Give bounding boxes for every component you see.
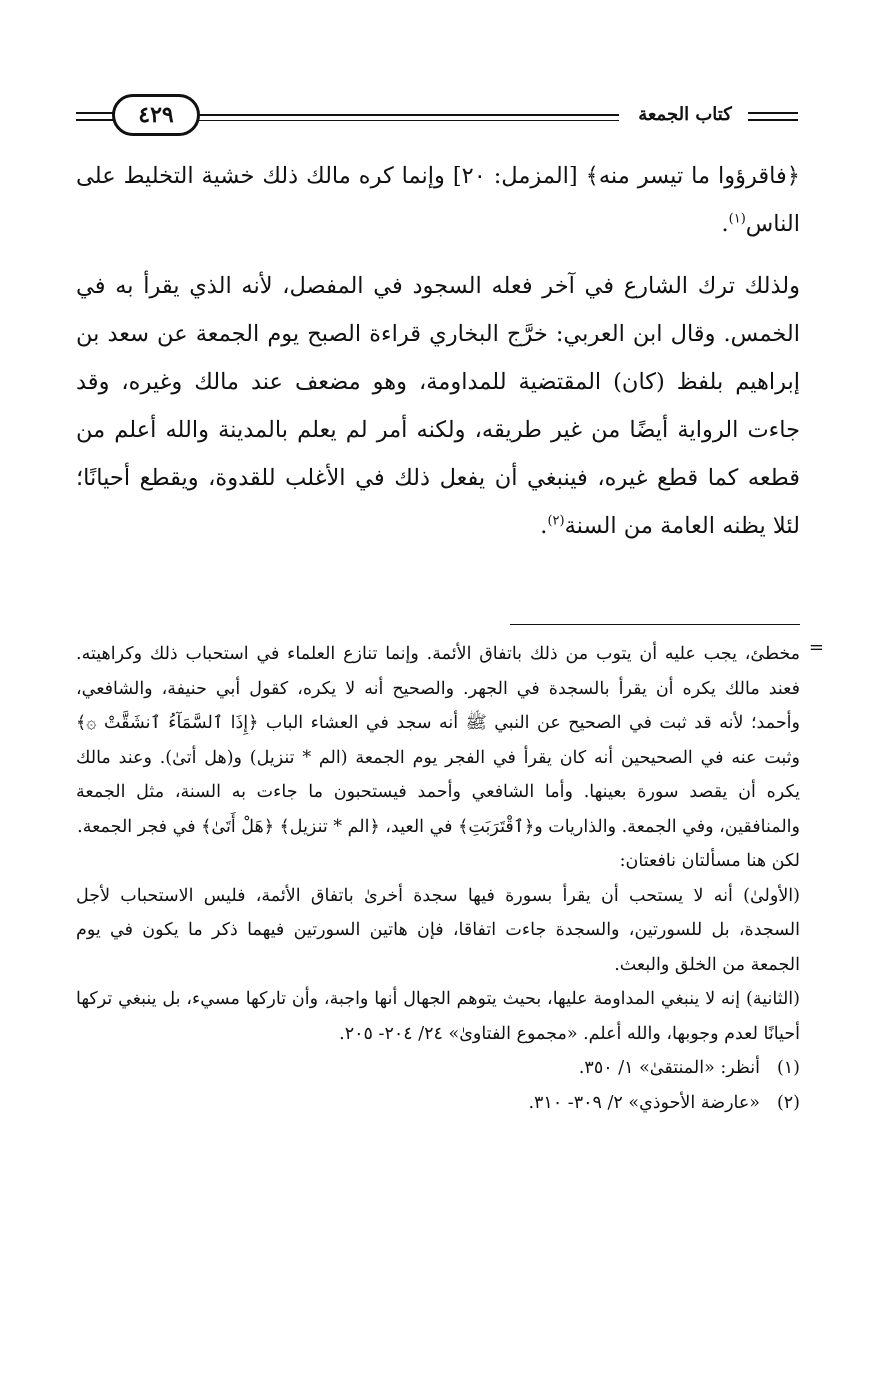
footnote-text: «عارضة الأحوذي» ٢/ ٣٠٩- ٣١٠. (528, 1092, 760, 1113)
continuation-mark: = (808, 637, 824, 658)
body-paragraph (76, 152, 800, 248)
footnote-item (76, 1086, 800, 1121)
paragraph-text: ولذلك ترك الشارع في آخر فعله السجود في المفصل، لأنه الذي يقرأ به في الخمس. وقال ابن العربي: خرَّج البخاري قراءة الصبح يوم الجمعة عن سعد بن إبراهيم بلفظ (كان) المقتضية للمداومة، وهو مضعف عند مالك وغيره، وقد جاءت الرواية أيضًا من غير طريقه، ولكنه أمر لم يعلم بالمدينة والله أعلم من قطعه كما قطع غيره، فينبغي أن يفعل ذلك في الأغلب للقدوة، ويقطع أحيانًا؛ لئلا يظنه العامة من السنة (76, 273, 800, 539)
footnote-item (76, 1051, 800, 1086)
footnotes (76, 637, 824, 1120)
footnote-paragraph: (الأولىٰ) أنه لا يستحب أن يقرأ بسورة فيها سجدة أخرىٰ باتفاق الأئمة، فليس الاستحباب لأجل السجدة، بل للسورتين، والسجدة جاءت اتفاقا، فإن هاتين السورتين فيهما ذكر ما يكون في يوم الجمعة من الخلق والبعث. (76, 885, 800, 975)
header-rule (76, 112, 116, 114)
footnote-ref: (٢) (547, 513, 565, 529)
footnote-number: (٢) (776, 1092, 800, 1113)
paragraph-end: . (540, 513, 548, 539)
footnote-text: أنظر: «المنتقىٰ» ١/ ٣٥٠. (578, 1058, 760, 1078)
main-text (76, 152, 800, 550)
page-header (76, 98, 798, 142)
header-rule (76, 119, 116, 121)
chapter-title: كتاب الجمعة (638, 104, 732, 125)
page-number: ٤٢٩ (112, 94, 200, 136)
footnote-paragraph: لكن هنا مسألتان نافعتان: (619, 851, 800, 871)
header-rule (748, 119, 798, 121)
footnote-paragraph: (الثانية) إنه لا ينبغي المداومة عليها، بحيث يتوهم الجهال أنها واجبة، وأن تاركها مسيء، بل ينبغي تركها أحيانًا لعدم وجوبها، والله أعلم. «مجموع الفتاوىٰ» ٢٤/ ٢٠٤- ٢٠٥. (76, 989, 800, 1044)
header-rule (748, 112, 798, 114)
footnote-number: (١) (776, 1058, 800, 1078)
footnote-ref: (١) (728, 211, 746, 227)
footnote-divider (510, 624, 800, 625)
header-rule (194, 120, 619, 121)
footnote-paragraph: مخطئ، يجب عليه أن يتوب من ذلك باتفاق الأئمة. وإنما تنازع العلماء في استحباب ذلك وكراهيته. فعند مالك يكره أن يقرأ بالسجدة في الجهر. والصحيح أنه لا يكره، كقول أبي حنيفة، والشافعي، وأحمد؛ لأنه قد ثبت في الصحيح عن النبي ﷺ أنه سجد في العشاء الباب ﴿إِذَا ٱلسَّمَآءُ ٱنشَقَّتْ ۞﴾ وثبت عنه في الصحيحين أنه كان يقرأ في الفجر يوم الجمعة (الم * تنزيل) و(هل أتىٰ). وعند مالك يكره أن يقصد سورة بعينها. وأما الشافعي وأحمد فيستحبون ما جاءت به السنة، مثل الجمعة والمنافقين، وفي الجمعة. والذاريات و﴿ٱقْتَرَبَتِ﴾ في العيد، ﴿الم * تنزيل﴾ ﴿هَلْ أَتَىٰ﴾ في فجر الجمعة. (76, 644, 800, 837)
header-rule (194, 114, 619, 116)
paragraph-end: . (721, 211, 729, 237)
paragraph-text: ﴿فاقرؤوا ما تيسر منه﴾ [المزمل: ٢٠] وإنما كره مالك ذلك خشية التخليط على الناس (76, 163, 800, 237)
body-paragraph (76, 262, 800, 550)
